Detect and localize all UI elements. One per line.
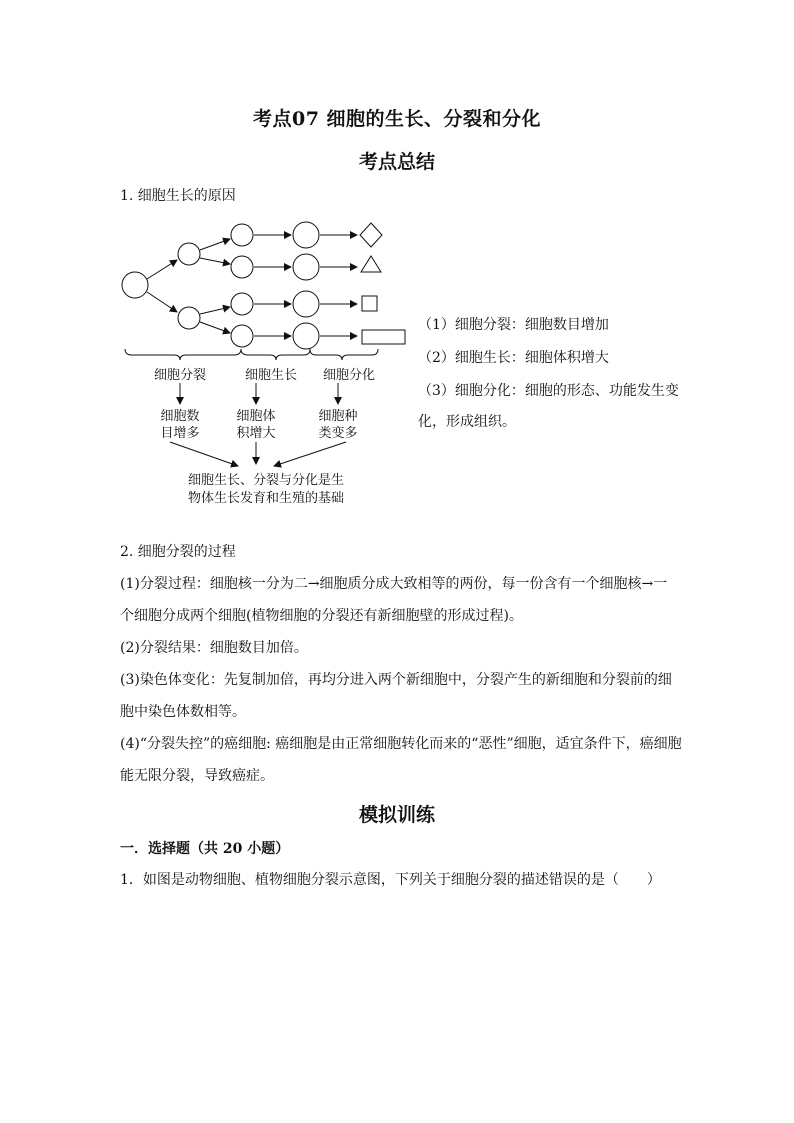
section2-line: (2)分裂结果：细胞数目加倍。 (120, 640, 308, 656)
label-division: 细胞分裂 (153, 368, 207, 383)
cell-gen3-1 (231, 224, 253, 246)
long-rect-cell-shape (362, 330, 405, 344)
section2-line: (1)分裂过程：细胞核一分为二→细胞质分成大致相等的两份，每一份含有一个细胞核→一 (120, 576, 668, 592)
brace-division (125, 349, 241, 360)
mother-cell (122, 272, 148, 298)
note-differentiation-cont: 化，形成组织。 (418, 414, 516, 430)
note-division: （1）细胞分裂：细胞数目增加 (418, 317, 609, 333)
result-differentiation-line2: 类变多 (318, 426, 358, 441)
cell-gen3-3 (231, 293, 253, 315)
result-growth-line2: 积增大 (236, 426, 276, 441)
section2-line: 胞中染色体数相等。 (120, 704, 246, 720)
cell-gen3-4 (231, 325, 253, 347)
square-cell-shape (362, 296, 377, 311)
section2-line: 个细胞分成两个细胞(植物细胞的分裂还有新细胞壁的形成过程)。 (120, 608, 523, 624)
triangle-cell-shape (361, 256, 381, 272)
section-subtitle: 考点总结 (358, 151, 435, 173)
grown-cell-1 (293, 222, 319, 248)
section2-line: (4)“分裂失控”的癌细胞: 癌细胞是由正常细胞转化而来的“恶性”细胞，适宜条件下，癌细胞 (120, 736, 682, 752)
section1-heading: 1. 细胞生长的原因 (120, 188, 236, 204)
section2-line: (3)染色体变化：先复制加倍，再均分进入两个新细胞中，分裂产生的新细胞和分裂前的细 (120, 672, 672, 688)
label-differentiation: 细胞分化 (322, 368, 376, 383)
section2-line: 能无限分裂，导致癌症。 (120, 768, 274, 784)
diamond-cell-shape (360, 223, 382, 247)
cell-gen2-bottom (178, 307, 200, 329)
label-growth: 细胞生长 (244, 368, 298, 383)
practice-title: 模拟训练 (358, 804, 435, 826)
grown-cell-2 (293, 254, 319, 280)
section2-heading: 2. 细胞分裂的过程 (120, 544, 236, 560)
cell-process-diagram (110, 208, 410, 513)
grown-cell-3 (293, 291, 319, 317)
page-title: 考点07 细胞的生长、分裂和分化 (252, 108, 542, 130)
conclusion-line2: 物体生长发育和生殖的基础 (187, 491, 345, 506)
cell-gen3-2 (231, 256, 253, 278)
result-division-line1: 细胞数 (160, 409, 200, 424)
cell-gen2-top (178, 243, 200, 265)
result-division-line2: 目增多 (160, 426, 200, 441)
choice-section-heading: 一．选择题（共 20 小题） (120, 841, 290, 857)
brace-differentiation (310, 349, 378, 360)
note-differentiation: （3）细胞分化：细胞的形态、功能发生变 (418, 383, 679, 399)
brace-growth (241, 349, 310, 360)
result-growth-line1: 细胞体 (236, 409, 276, 424)
conclusion-line1: 细胞生长、分裂与分化是生 (187, 473, 345, 488)
question-1: 1．如图是动物细胞、植物细胞分裂示意图，下列关于细胞分裂的描述错误的是（ ） (120, 872, 661, 888)
note-growth: （2）细胞生长：细胞体积增大 (418, 350, 609, 366)
result-differentiation-line1: 细胞种 (318, 409, 358, 424)
grown-cell-4 (293, 323, 319, 349)
